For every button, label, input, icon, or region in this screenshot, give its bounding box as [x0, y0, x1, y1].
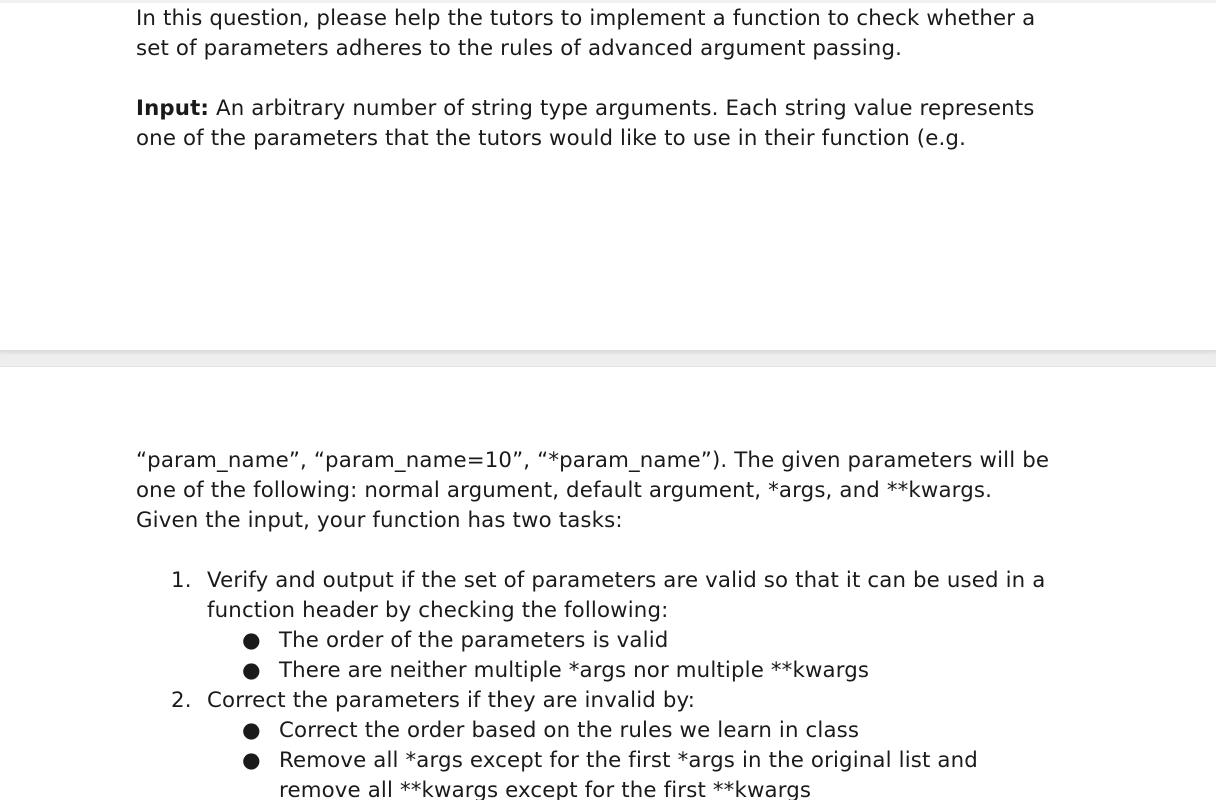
bullet-text: There are neither multiple *args nor multiple **kwargs [279, 658, 870, 683]
bullet-text: Correct the order based on the rules we learn in class [279, 718, 860, 743]
page-2-text-block [136, 446, 1096, 800]
continuation-line-3: Given the input, your function has two tasks: [136, 508, 623, 533]
task-2-bullet-2-continuation: remove all **kwargs except for the first **kwargs [279, 778, 812, 800]
task-2-line-1: Correct the parameters if they are invalid by: [207, 688, 696, 713]
paragraph-gap [136, 536, 1096, 566]
intro-line-2: set of parameters adheres to the rules of advanced argument passing. [136, 36, 903, 61]
document-page-1 [0, 0, 1216, 351]
continuation-line-1: “param_name”, “param_name=10”, “*param_name”). The given parameters will be [136, 448, 1050, 473]
task-item-2 [136, 686, 1096, 800]
task-2-bullet-2 [136, 746, 1096, 776]
continuation-line-2: one of the following: normal argument, default argument, *args, and **kwargs. [136, 478, 993, 503]
task-1-bullet-2 [136, 656, 1096, 686]
bullet-icon: ● [242, 628, 261, 653]
task-1-line-2: function header by checking the following: [207, 598, 669, 623]
bullet-icon: ● [242, 718, 261, 743]
bullet-icon: ● [242, 748, 261, 773]
task-1-bullet-1 [136, 626, 1096, 656]
task-number: 1. [171, 568, 192, 593]
input-label: Input: [136, 96, 210, 121]
paragraph-gap [136, 64, 1096, 94]
page-1-text-block [136, 4, 1096, 154]
bullet-icon: ● [242, 658, 261, 683]
input-description: An arbitrary number of string type arguments. Each string value represents [209, 96, 1035, 121]
task-item-1 [136, 566, 1096, 686]
task-list [136, 566, 1096, 800]
intro-line-1: In this question, please help the tutors to implement a function to check whether a [136, 6, 1036, 31]
input-line-2: one of the parameters that the tutors would like to use in their function (e.g. [136, 126, 967, 151]
input-line-1 [136, 94, 1096, 124]
task-1-line-1: Verify and output if the set of parameters are valid so that it can be used in a [207, 568, 1046, 593]
bullet-text: Remove all *args except for the first *args in the original list and [279, 748, 978, 773]
task-2-bullet-1 [136, 716, 1096, 746]
bullet-text: The order of the parameters is valid [279, 628, 669, 653]
task-number: 2. [171, 688, 192, 713]
document-page-2 [0, 366, 1216, 800]
